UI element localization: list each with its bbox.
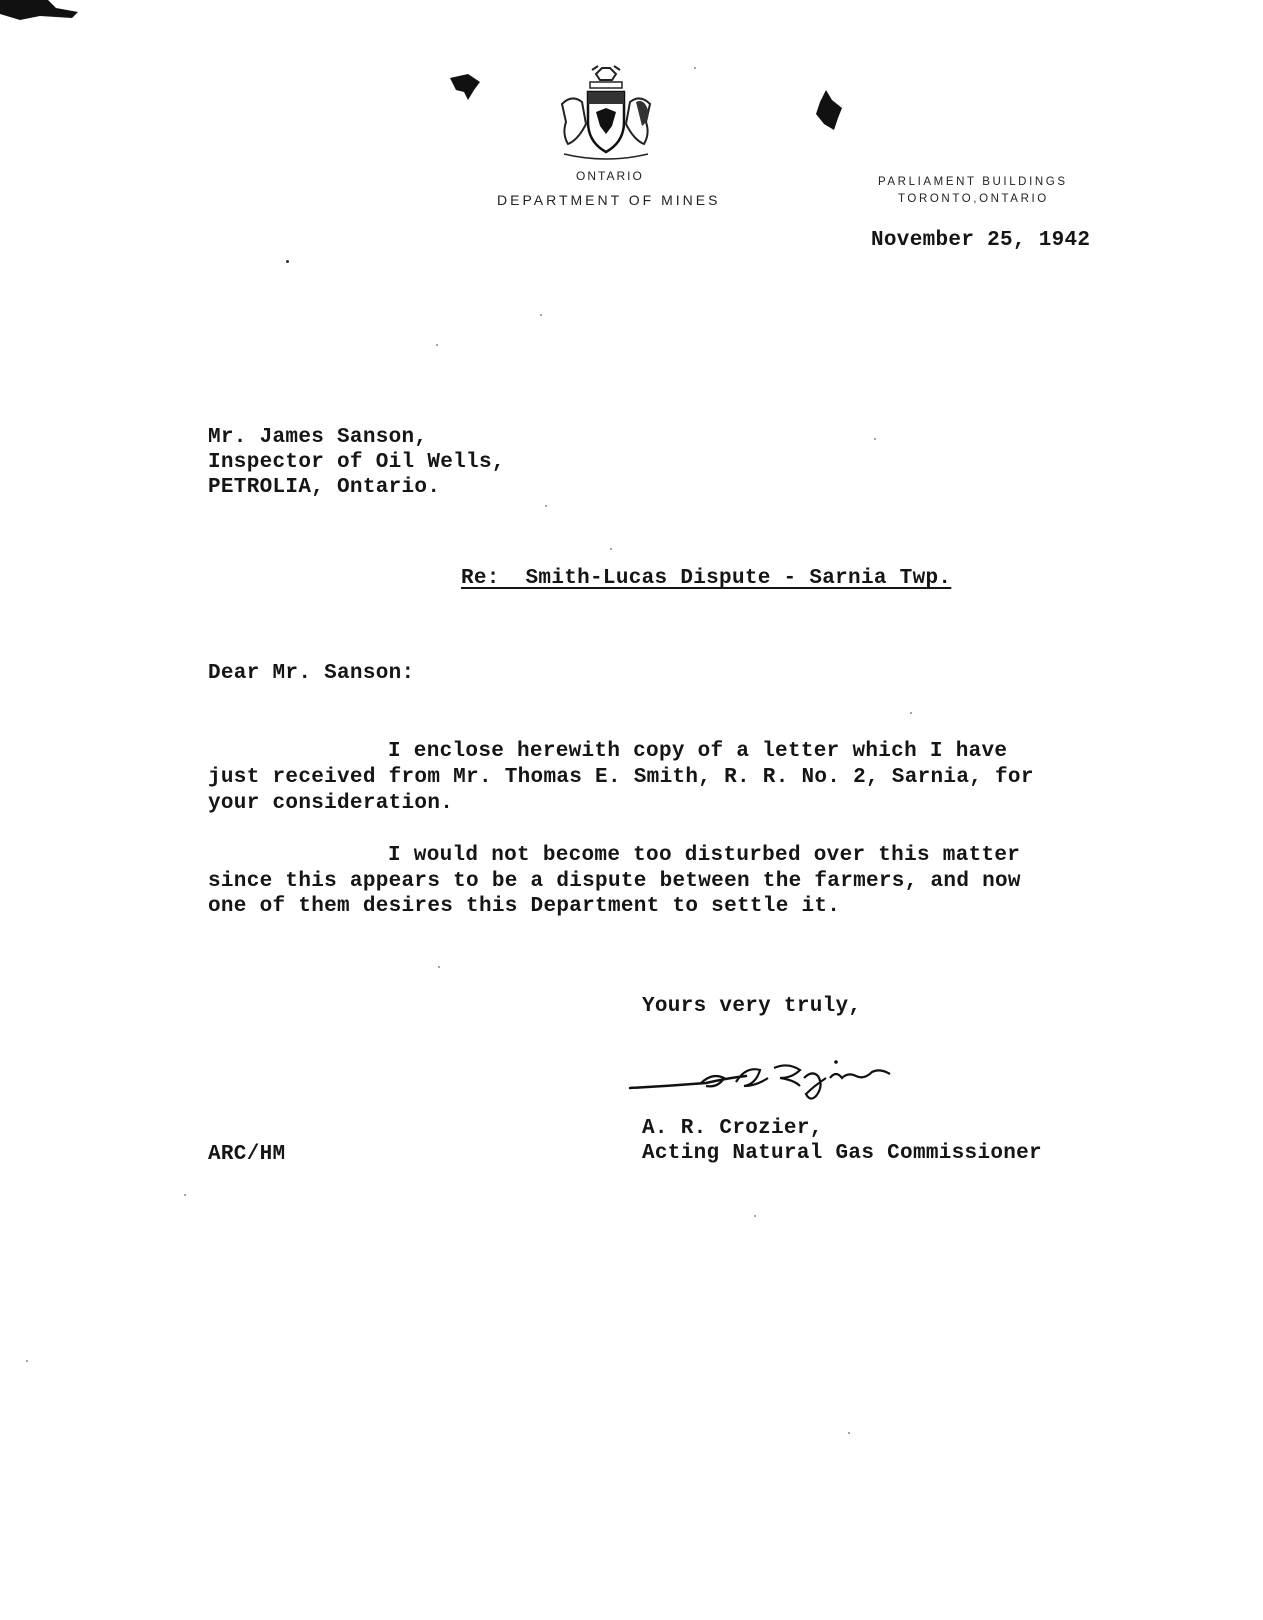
speck bbox=[848, 1432, 850, 1434]
speck bbox=[874, 438, 876, 440]
letterhead-department: DEPARTMENT OF MINES bbox=[497, 192, 721, 208]
recipient-name: Mr. James Sanson, bbox=[208, 426, 428, 449]
speck bbox=[26, 1360, 28, 1362]
speck bbox=[610, 548, 612, 550]
salutation: Dear Mr. Sanson: bbox=[208, 662, 415, 685]
ontario-coat-of-arms bbox=[552, 64, 660, 168]
speck bbox=[540, 314, 542, 316]
body-paragraph-1-line-1: I enclose herewith copy of a letter which I have bbox=[388, 740, 1008, 763]
handwritten-signature bbox=[628, 1056, 900, 1106]
recipient-title: Inspector of Oil Wells, bbox=[208, 451, 505, 474]
signer-title: Acting Natural Gas Commissioner bbox=[642, 1142, 1042, 1165]
speck bbox=[910, 712, 912, 714]
letterhead-address-line1: PARLIAMENT BUILDINGS bbox=[878, 176, 1068, 188]
body-paragraph-1-line-3: your consideration. bbox=[208, 792, 454, 815]
signer-name: A. R. Crozier, bbox=[642, 1117, 823, 1140]
ink-blot-top-left bbox=[0, 0, 90, 30]
body-paragraph-1-line-2: just received from Mr. Thomas E. Smith, R. R. No. 2, Sarnia, for bbox=[208, 766, 1034, 789]
speck bbox=[754, 1215, 756, 1217]
subject-line: Re: Smith-Lucas Dispute - Sarnia Twp. bbox=[461, 567, 952, 590]
body-paragraph-2-line-2: since this appears to be a dispute between the farmers, and now bbox=[208, 870, 1021, 893]
body-paragraph-2-line-1: I would not become too disturbed over this matter bbox=[388, 844, 1021, 867]
speck bbox=[184, 1194, 186, 1196]
recipient-location: PETROLIA, Ontario. bbox=[208, 476, 441, 499]
speck bbox=[545, 505, 547, 507]
letterhead-province: ONTARIO bbox=[576, 169, 644, 183]
speck bbox=[286, 260, 289, 263]
closing: Yours very truly, bbox=[642, 995, 862, 1018]
ink-blot-right bbox=[808, 88, 848, 138]
speck bbox=[436, 344, 438, 346]
letterhead-address-line2: TORONTO,ONTARIO bbox=[898, 193, 1049, 205]
body-paragraph-2-line-3: one of them desires this Department to settle it. bbox=[208, 895, 841, 918]
speck bbox=[438, 966, 440, 968]
speck bbox=[694, 67, 696, 69]
reference-initials: ARC/HM bbox=[208, 1143, 286, 1166]
letter-date: November 25, 1942 bbox=[871, 229, 1091, 252]
ink-blot-left bbox=[446, 68, 486, 108]
